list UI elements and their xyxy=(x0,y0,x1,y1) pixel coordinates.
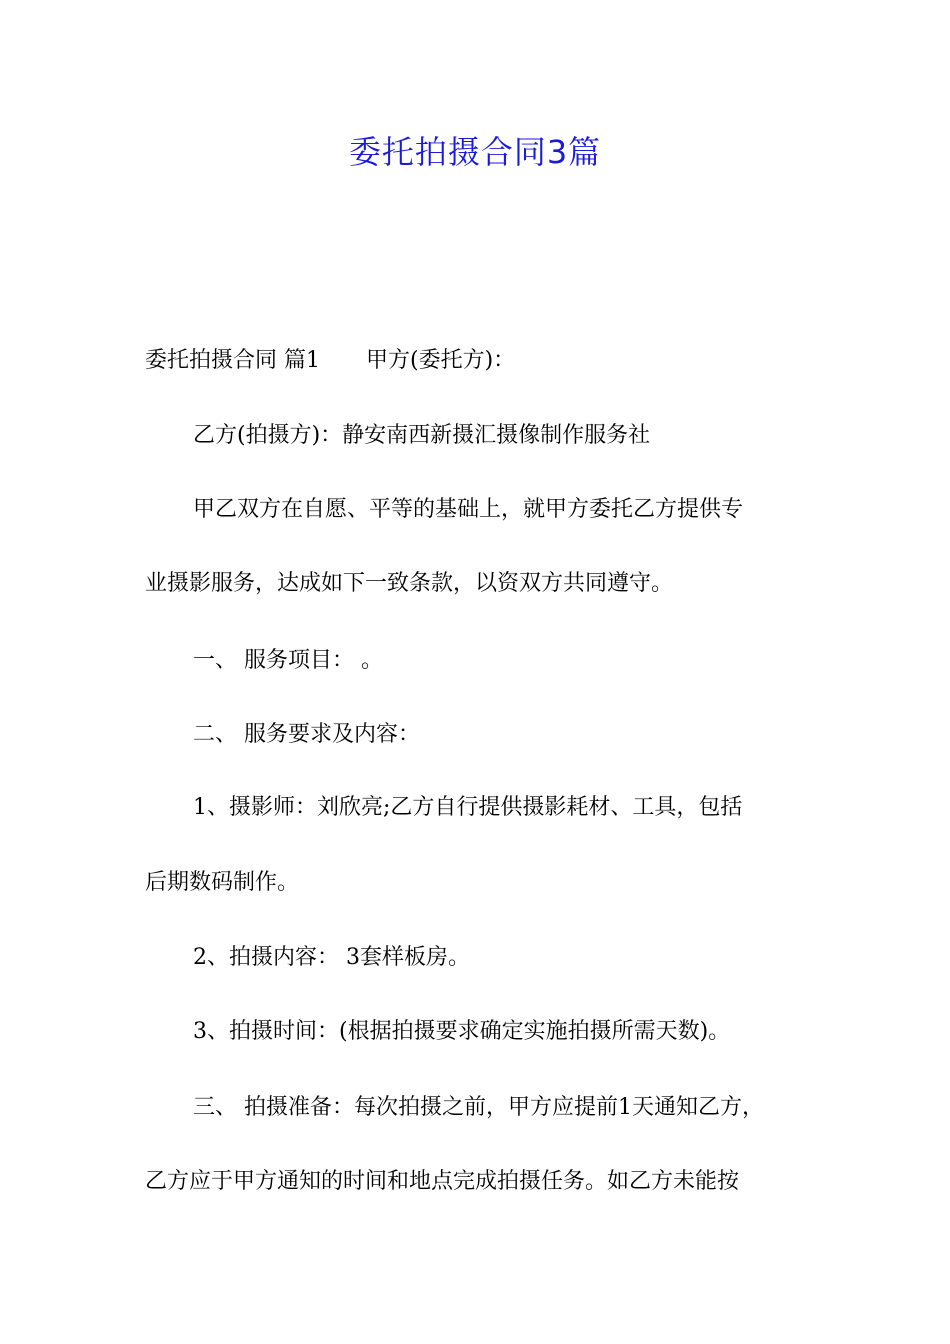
paragraph-line: 后期数码制作。 xyxy=(145,870,300,895)
clause-preparation: 三、 拍摄准备：每次拍摄之前，甲方应提前1天通知乙方， xyxy=(193,1095,764,1120)
party-b-line: 乙方(拍摄方)：静安南西新摄汇摄像制作服务社 xyxy=(193,423,651,448)
clause-service-items: 一、 服务项目： 。 xyxy=(193,648,383,673)
paragraph-line: 业摄影服务，达成如下一致条款，以资双方共同遵守。 xyxy=(145,571,674,596)
item-time: 3、拍摄时间：(根据拍摄要求确定实施拍摄所需天数)。 xyxy=(193,1019,731,1044)
item-photographer: 1、摄影师：刘欣亮;乙方自行提供摄影耗材、工具，包括 xyxy=(193,795,743,820)
party-a-label: 甲方(委托方)： xyxy=(366,348,516,373)
paragraph-line: 甲乙双方在自愿、平等的基础上，就甲方委托乙方提供专 xyxy=(193,497,744,522)
document-title: 委托拍摄合同3篇 xyxy=(348,133,602,171)
item-content: 2、拍摄内容： 3套样板房。 xyxy=(193,945,470,970)
chapter-label: 委托拍摄合同 篇1 xyxy=(145,348,320,373)
section-heading-line xyxy=(145,343,825,379)
paragraph-line: 乙方应于甲方通知的时间和地点完成拍摄任务。如乙方未能按 xyxy=(145,1169,740,1194)
clause-service-requirements: 二、 服务要求及内容： xyxy=(193,722,420,747)
